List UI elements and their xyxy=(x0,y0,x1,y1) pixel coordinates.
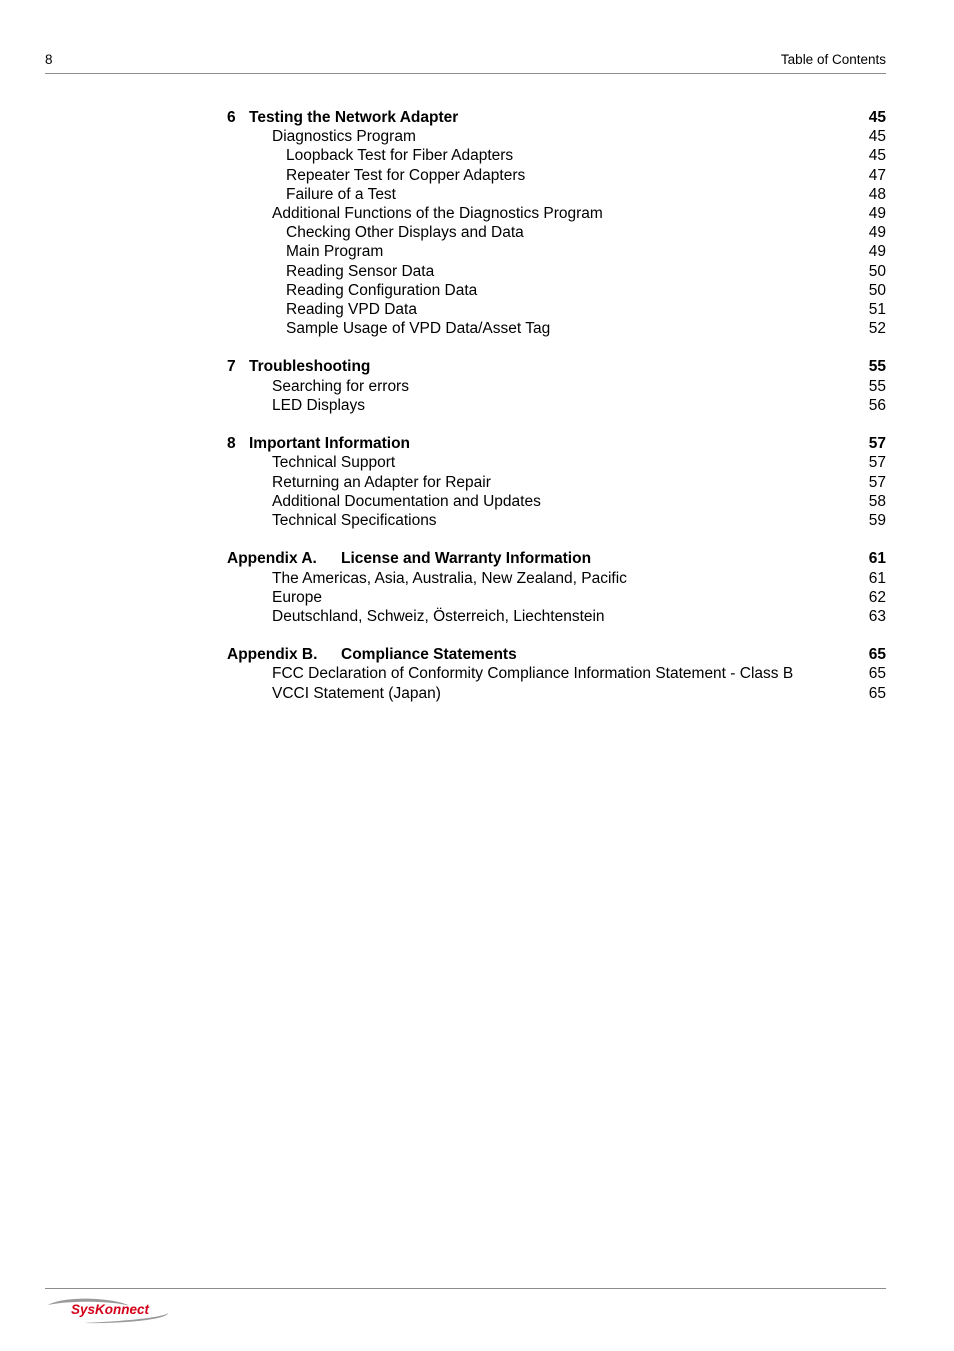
entry-title: Deutschland, Schweiz, Österreich, Liechtenstein xyxy=(272,607,605,625)
page-number: 8 xyxy=(45,52,53,67)
chapter-page-number: 45 xyxy=(868,109,886,126)
running-title: Table of Contents xyxy=(780,52,886,67)
toc-subsection-entry[interactable] xyxy=(227,262,886,281)
entry-title: VCCI Statement (Japan) xyxy=(272,684,441,702)
toc-subsection-entry[interactable] xyxy=(227,319,886,338)
entry-page-number: 52 xyxy=(868,320,886,338)
chapter-number: 6 xyxy=(227,109,236,126)
entry-page-number: 57 xyxy=(868,454,886,472)
entry-title: FCC Declaration of Conformity Compliance Information Statement - Class B xyxy=(272,665,794,683)
toc-chapter-entry[interactable] xyxy=(227,357,886,376)
chapter-page-number: 61 xyxy=(868,550,886,568)
entry-title: Failure of a Test xyxy=(286,185,396,203)
toc-section-entry[interactable] xyxy=(227,664,886,683)
toc-subsection-entry[interactable] xyxy=(227,300,886,319)
entry-page-number: 63 xyxy=(868,607,886,625)
toc-chapter-entry[interactable] xyxy=(227,645,886,664)
entry-title: Loopback Test for Fiber Adapters xyxy=(286,147,514,165)
entry-page-number: 65 xyxy=(868,665,886,683)
chapter-title: Troubleshooting xyxy=(249,358,371,376)
entry-title: Reading Sensor Data xyxy=(286,262,435,280)
toc-section-entry[interactable] xyxy=(227,684,886,703)
entry-title: Searching for errors xyxy=(272,377,409,395)
toc-section-entry[interactable] xyxy=(227,453,886,472)
toc-chapter-group xyxy=(227,434,886,530)
entry-title: Reading Configuration Data xyxy=(286,281,478,299)
toc-section-entry[interactable] xyxy=(227,588,886,607)
chapter-page-number: 65 xyxy=(868,646,886,664)
entry-title: Returning an Adapter for Repair xyxy=(272,473,491,491)
toc-subsection-entry[interactable] xyxy=(227,223,886,242)
toc-section-entry[interactable] xyxy=(227,607,886,626)
toc-section-entry[interactable] xyxy=(227,396,886,415)
entry-page-number: 55 xyxy=(868,377,886,395)
entry-page-number: 50 xyxy=(868,262,886,280)
entry-title: Technical Specifications xyxy=(272,511,437,529)
entry-page-number: 56 xyxy=(868,396,886,414)
toc-section-entry[interactable] xyxy=(227,473,886,492)
toc-chapter-entry[interactable] xyxy=(227,108,886,127)
entry-page-number: 59 xyxy=(868,511,886,529)
chapter-title: License and Warranty Information xyxy=(341,550,592,568)
toc-section-entry[interactable] xyxy=(227,127,886,146)
entry-page-number: 50 xyxy=(868,281,886,299)
entry-title: Additional Documentation and Updates xyxy=(272,492,541,510)
toc-subsection-entry[interactable] xyxy=(227,146,886,165)
chapter-number: Appendix A. xyxy=(227,550,317,568)
entry-page-number: 58 xyxy=(868,492,886,510)
toc-chapter-entry[interactable] xyxy=(227,549,886,568)
entry-title: Diagnostics Program xyxy=(272,128,416,146)
page-header xyxy=(45,52,886,74)
entry-page-number: 45 xyxy=(868,147,886,165)
entry-title: Technical Support xyxy=(272,454,396,472)
toc-chapter-group xyxy=(227,357,886,415)
logo-wordmark: SysKonnect xyxy=(71,1302,150,1317)
toc-section-entry[interactable] xyxy=(227,492,886,511)
entry-title: Checking Other Displays and Data xyxy=(286,224,524,242)
entry-title: LED Displays xyxy=(272,396,366,414)
chapter-number: 8 xyxy=(227,435,236,453)
entry-page-number: 49 xyxy=(868,243,886,261)
entry-title: Sample Usage of VPD Data/Asset Tag xyxy=(286,320,551,338)
chapter-page-number: 55 xyxy=(868,358,886,376)
entry-page-number: 49 xyxy=(868,224,886,242)
toc-section-entry[interactable] xyxy=(227,511,886,530)
toc-chapter-group xyxy=(227,645,886,703)
toc-chapter-entry[interactable] xyxy=(227,434,886,453)
entry-page-number: 48 xyxy=(868,185,886,203)
entry-page-number: 45 xyxy=(868,128,886,146)
footer-divider xyxy=(45,1288,886,1289)
toc-section-entry[interactable] xyxy=(227,569,886,588)
table-of-contents xyxy=(227,108,886,722)
toc-section-entry[interactable] xyxy=(227,204,886,223)
entry-title: Repeater Test for Copper Adapters xyxy=(286,166,526,184)
entry-page-number: 51 xyxy=(868,300,886,318)
chapter-number: 7 xyxy=(227,358,236,376)
entry-title: Main Program xyxy=(286,243,384,261)
entry-page-number: 62 xyxy=(868,588,886,606)
chapter-title: Important Information xyxy=(249,435,411,453)
toc-chapter-group xyxy=(227,108,886,338)
toc-chapter-group xyxy=(227,549,886,626)
entry-title: Additional Functions of the Diagnostics Program xyxy=(272,204,603,222)
entry-page-number: 49 xyxy=(868,204,886,222)
toc-subsection-entry[interactable] xyxy=(227,185,886,204)
chapter-title: Testing the Network Adapter xyxy=(249,109,459,126)
entry-title: Europe xyxy=(272,588,322,606)
entry-page-number: 65 xyxy=(868,684,886,702)
chapter-title: Compliance Statements xyxy=(341,646,517,664)
toc-section-entry[interactable] xyxy=(227,377,886,396)
entry-page-number: 57 xyxy=(868,473,886,491)
syskonnect-logo xyxy=(46,1296,172,1326)
toc-subsection-entry[interactable] xyxy=(227,281,886,300)
entry-page-number: 47 xyxy=(868,166,886,184)
entry-title: Reading VPD Data xyxy=(286,300,417,318)
toc-subsection-entry[interactable] xyxy=(227,166,886,185)
entry-page-number: 61 xyxy=(868,569,886,587)
chapter-number: Appendix B. xyxy=(227,646,318,664)
chapter-page-number: 57 xyxy=(868,435,886,453)
entry-title: The Americas, Asia, Australia, New Zealand, Pacific xyxy=(272,569,627,587)
toc-subsection-entry[interactable] xyxy=(227,242,886,261)
